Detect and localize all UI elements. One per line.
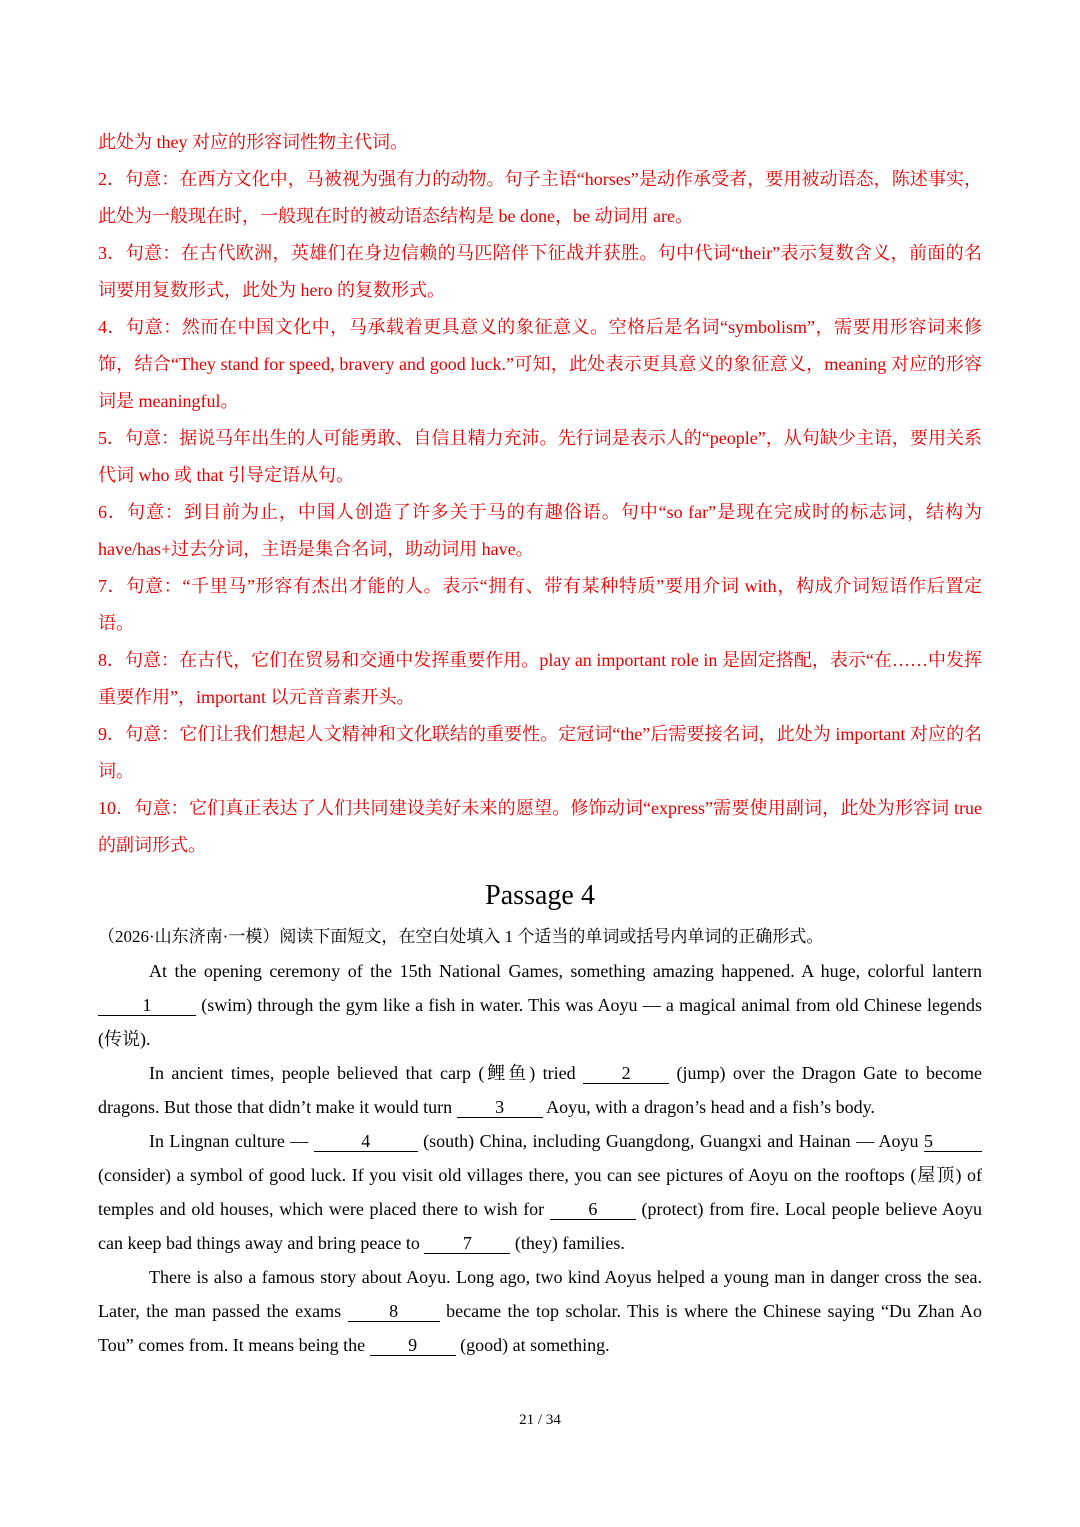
- paragraph-3: In Lingnan culture — 4 (south) China, including Guangdong, Guangxi and Hainan — Aoyu 5 (consider) a symbol of good luck. If you visit old villages there, you can see pictures of Aoyu on the rooftops (屋顶) of temples and old houses, which were placed there to wish for 6 (protect) from fire. Local people believe Aoyu can keep bad things away and bring peace to 7 (they) families.: [98, 1131, 982, 1253]
- blank-1[interactable]: 1: [98, 995, 196, 1016]
- answer-8: 8．句意：在古代，它们在贸易和交通中发挥重要作用。play an important role in 是固定搭配，表示“在……中发挥重要作用”，important 以元音音素开头。: [98, 650, 982, 707]
- blank-8[interactable]: 8: [348, 1301, 440, 1322]
- answer-2: 2．句意：在西方文化中，马被视为强有力的动物。句子主语“horses”是动作承受者，要用被动语态，陈述事实，此处为一般现在时，一般现在时的被动语态结构是 be done，be 动词用 are。: [98, 169, 982, 226]
- answer-7: 7．句意：“千里马”形容有杰出才能的人。表示“拥有、带有某种特质”要用介词 with，构成介词短语作后置定语。: [98, 576, 982, 633]
- blank-4[interactable]: 4: [314, 1131, 418, 1152]
- answer-6: 6．句意：到目前为止，中国人创造了许多关于马的有趣俗语。句中“so far”是现在完成时的标志词，结构为 have/has+过去分词，主语是集合名词，助动词用 have。: [98, 502, 982, 559]
- answer-9: 9．句意：它们让我们想起人文精神和文化联结的重要性。定冠词“the”后需要接名词，此处为 important 对应的名词。: [98, 724, 982, 781]
- paragraph-1: At the opening ceremony of the 15th National Games, something amazing happened. A huge, colorful lantern 1 (swim) through the gym like a fish in water. This was Aoyu — a magical animal from old Chinese legends (传说).: [98, 961, 982, 1049]
- passage-title: Passage 4: [485, 880, 595, 911]
- blank-6[interactable]: 6: [550, 1199, 636, 1220]
- answer-3: 3．句意：在古代欧洲，英雄们在身边信赖的马匹陪伴下征战并获胜。句中代词“their”表示复数含义，前面的名词要用复数形式，此处为 hero 的复数形式。: [98, 243, 982, 300]
- answer-1-tail: 此处为 they 对应的形容词性物主代词。: [98, 132, 408, 152]
- blank-2[interactable]: 2: [583, 1063, 669, 1084]
- answer-5: 5．句意：据说马年出生的人可能勇敢、自信且精力充沛。先行词是表示人的“people”，从句缺少主语，要用关系代词 who 或 that 引导定语从句。: [98, 428, 982, 485]
- blank-7[interactable]: 7: [424, 1233, 510, 1254]
- answer-4: 4．句意：然而在中国文化中，马承载着更具意义的象征意义。空格后是名词“symbolism”，需要用形容词来修饰，结合“They stand for speed, bravery and good luck.”可知，此处表示更具意义的象征意义，meaning 对应的形容词是 meaningful。: [98, 317, 982, 411]
- page-number: 21 / 34: [519, 1412, 561, 1428]
- paragraph-2: In ancient times, people believed that carp (鲤鱼) tried 2 (jump) over the Dragon Gate to become dragons. But those that didn’t make it would turn 3 Aoyu, with a dragon’s head and a fish’s body.: [98, 1063, 982, 1117]
- answer-10: 10．句意：它们真正表达了人们共同建设美好未来的愿望。修饰动词“express”需要使用副词，此处为形容词 true 的副词形式。: [98, 798, 982, 855]
- blank-9[interactable]: 9: [370, 1335, 456, 1356]
- blank-3[interactable]: 3: [457, 1097, 543, 1118]
- paragraph-4: There is also a famous story about Aoyu. Long ago, two kind Aoyus helped a young man in danger cross the sea. Later, the man passed the exams 8 became the top scholar. This is where the Chinese saying “Du Zhan Ao Tou” comes from. It means being the 9 (good) at something.: [98, 1267, 982, 1355]
- blank-5[interactable]: 5: [924, 1131, 982, 1152]
- passage-intro: （2026·山东济南·一模）阅读下面短文，在空白处填入 1 个适当的单词或括号内单词的正确形式。: [98, 927, 824, 946]
- page-content: [98, 124, 982, 1362]
